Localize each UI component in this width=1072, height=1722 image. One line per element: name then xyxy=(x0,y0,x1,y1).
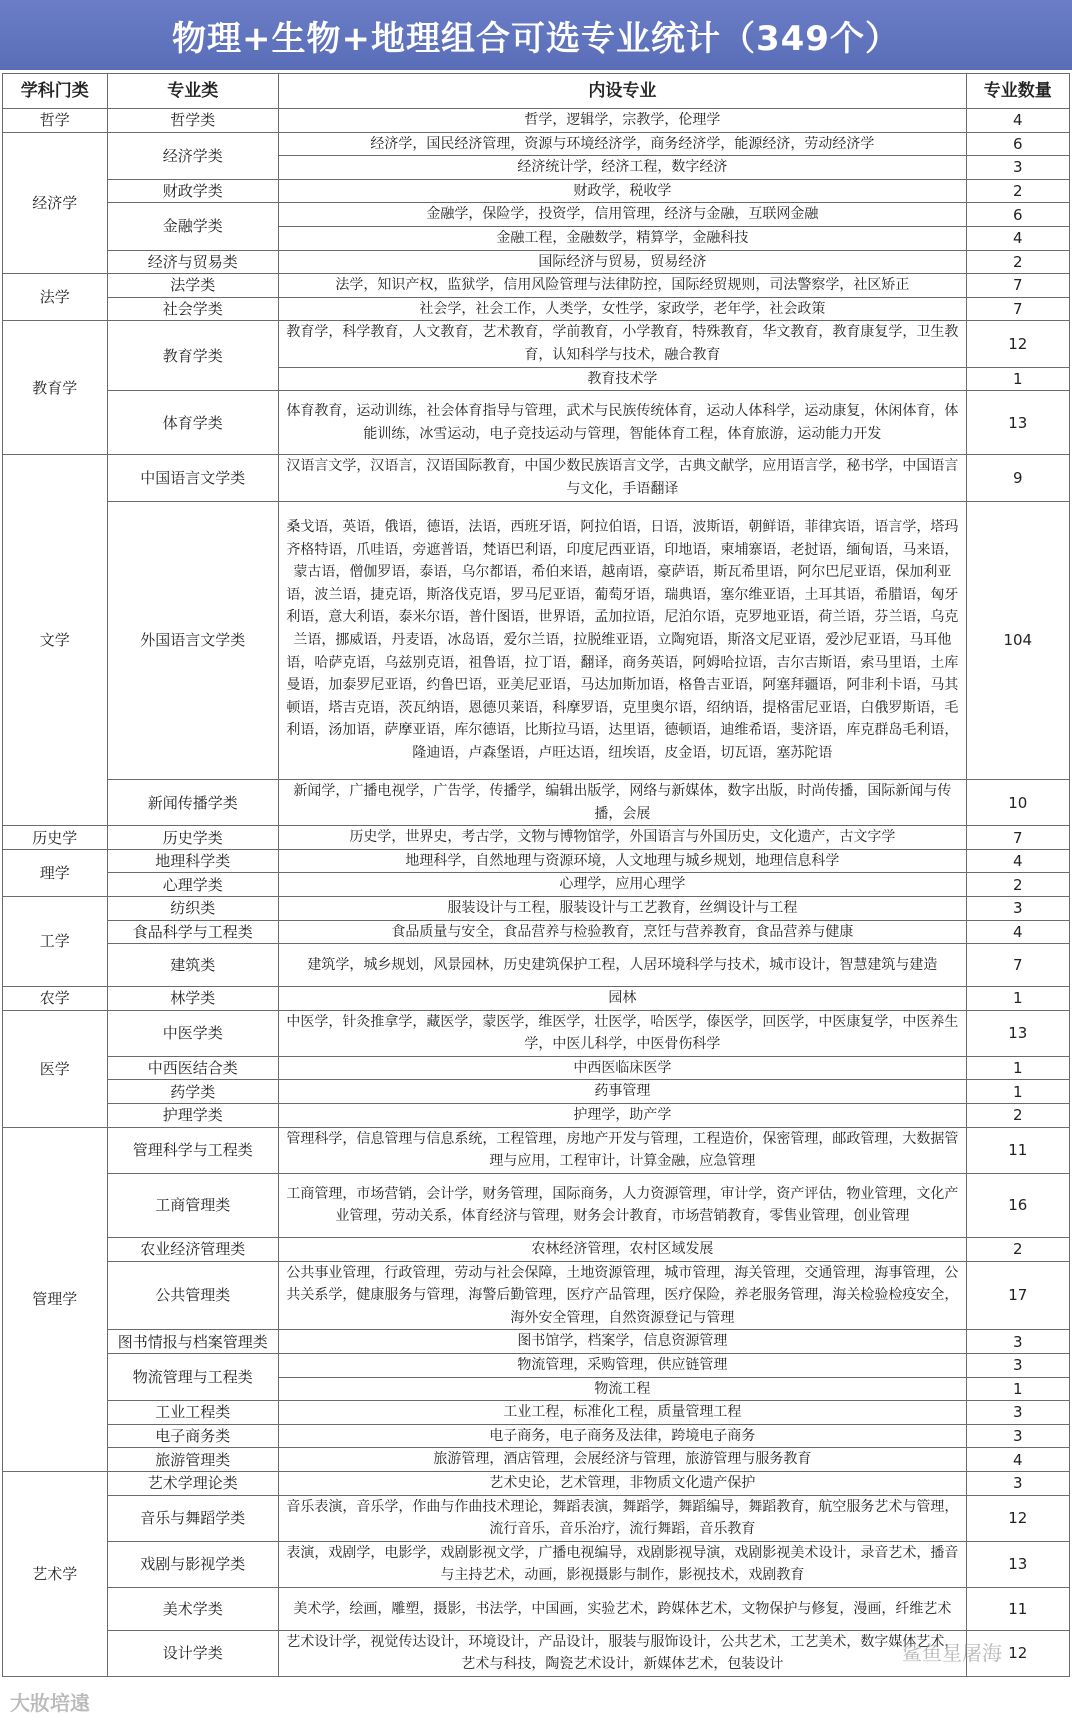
class-cell: 体育学类 xyxy=(107,391,279,455)
majors-cell: 艺术史论，艺术管理，非物质文化遗产保护 xyxy=(279,1471,967,1495)
class-cell: 金融学类 xyxy=(107,203,279,250)
table-row xyxy=(3,203,1070,227)
table-row xyxy=(3,455,1070,501)
class-cell: 历史学类 xyxy=(107,826,279,850)
class-cell: 工业工程类 xyxy=(107,1401,279,1425)
table-row xyxy=(3,1424,1070,1448)
table-row xyxy=(3,1238,1070,1262)
class-cell: 旅游管理类 xyxy=(107,1448,279,1472)
class-cell: 公共管理类 xyxy=(107,1261,279,1330)
class-cell: 林学类 xyxy=(107,987,279,1011)
count-cell: 3 xyxy=(966,896,1069,920)
count-cell: 2 xyxy=(966,1238,1069,1262)
class-cell: 经济学类 xyxy=(107,132,279,179)
majors-cell: 工业工程，标准化工程，质量管理工程 xyxy=(279,1401,967,1425)
table-row xyxy=(3,1587,1070,1630)
table-row xyxy=(3,179,1070,203)
class-cell: 教育学类 xyxy=(107,321,279,391)
majors-cell: 美术学，绘画，雕塑，摄影，书法学，中国画，实验艺术，跨媒体艺术，文物保护与修复，漫画，纤维艺术 xyxy=(279,1587,967,1630)
category-cell: 法学 xyxy=(3,274,108,321)
table-row xyxy=(3,1330,1070,1354)
majors-cell: 哲学，逻辑学，宗教学，伦理学 xyxy=(279,109,967,133)
class-cell: 设计学类 xyxy=(107,1630,279,1676)
table-row xyxy=(3,1103,1070,1127)
class-cell: 中医学类 xyxy=(107,1010,279,1056)
count-cell: 3 xyxy=(966,1330,1069,1354)
table-row xyxy=(3,250,1070,274)
majors-cell: 管理科学，信息管理与信息系统，工程管理，房地产开发与管理，工程造价，保密管理，邮政管理，大数据管理与应用，工程审计，计算金融，应急管理 xyxy=(279,1127,967,1173)
majors-cell: 汉语言文学，汉语言，汉语国际教育，中国少数民族语言文学，古典文献学，应用语言学，秘书学，中国语言与文化，手语翻译 xyxy=(279,455,967,501)
count-cell: 2 xyxy=(966,179,1069,203)
class-cell: 音乐与舞蹈学类 xyxy=(107,1495,279,1541)
category-cell: 哲学 xyxy=(3,109,108,133)
table-row xyxy=(3,944,1070,987)
count-cell: 1 xyxy=(966,1056,1069,1080)
class-cell: 新闻传播学类 xyxy=(107,780,279,826)
class-cell: 药学类 xyxy=(107,1080,279,1104)
table-row xyxy=(3,987,1070,1011)
count-cell: 6 xyxy=(966,132,1069,156)
majors-cell: 地理科学，自然地理与资源环境，人文地理与城乡规划，地理信息科学 xyxy=(279,849,967,873)
table-row xyxy=(3,1127,1070,1173)
count-cell: 3 xyxy=(966,1424,1069,1448)
table-row xyxy=(3,1541,1070,1587)
table-row xyxy=(3,1080,1070,1104)
count-cell: 3 xyxy=(966,1471,1069,1495)
class-cell: 地理科学类 xyxy=(107,849,279,873)
table-row xyxy=(3,826,1070,850)
majors-cell: 经济学，国民经济管理，资源与环境经济学，商务经济学，能源经济，劳动经济学 xyxy=(279,132,967,156)
table-row xyxy=(3,1010,1070,1056)
class-cell: 管理科学与工程类 xyxy=(107,1127,279,1173)
header-count: 专业数量 xyxy=(966,74,1069,109)
table-row xyxy=(3,391,1070,455)
class-cell: 纺织类 xyxy=(107,896,279,920)
count-cell: 1 xyxy=(966,1377,1069,1401)
majors-cell: 经济统计学，经济工程，数字经济 xyxy=(279,156,967,180)
count-cell: 104 xyxy=(966,501,1069,779)
majors-cell: 表演，戏剧学，电影学，戏剧影视文学，广播电视编导，戏剧影视导演，戏剧影视美术设计，录音艺术，播音与主持艺术，动画，影视摄影与制作，影视技术，戏剧教育 xyxy=(279,1541,967,1587)
count-cell: 1 xyxy=(966,1080,1069,1104)
category-cell: 理学 xyxy=(3,849,108,896)
count-cell: 12 xyxy=(966,321,1069,367)
majors-cell: 新闻学，广播电视学，广告学，传播学，编辑出版学，网络与新媒体，数字出版，时尚传播，国际新闻与传播，会展 xyxy=(279,780,967,826)
count-cell: 6 xyxy=(966,203,1069,227)
table-row xyxy=(3,1401,1070,1425)
count-cell: 4 xyxy=(966,920,1069,944)
class-cell: 图书情报与档案管理类 xyxy=(107,1330,279,1354)
table-row xyxy=(3,1495,1070,1541)
majors-cell: 桑戈语，英语，俄语，德语，法语，西班牙语，阿拉伯语，日语，波斯语，朝鲜语，菲律宾语，语言学，塔玛齐格特语，爪哇语，旁遮普语，梵语巴利语，印度尼西亚语，印地语，柬埔寨语，老挝语，缅甸语，马来语，蒙古语，僧伽罗语，泰语，乌尔都语，希伯来语，越南语，豪萨语，斯瓦希里语，阿尔巴尼亚语，保加利亚语，波兰语，捷克语，斯洛伐克语，罗马尼亚语，葡萄牙语，瑞典语，塞尔维亚语，土耳其语，希腊语，匈牙利语，意大利语，泰米尔语，普什图语，世界语，孟加拉语，尼泊尔语，克罗地亚语，荷兰语，芬兰语，乌克兰语，挪威语，丹麦语，冰岛语，爱尔兰语，拉脱维亚语，立陶宛语，斯洛文尼亚语，爱沙尼亚语，马耳他语，哈萨克语，乌兹别克语，祖鲁语，拉丁语，翻译，商务英语，阿姆哈拉语，吉尔吉斯语，索马里语，土库曼语，加泰罗尼亚语，约鲁巴语，亚美尼亚语，马达加斯加语，格鲁吉亚语，阿塞拜疆语，阿非利卡语，马其顿语，塔吉克语，茨瓦纳语，恩德贝莱语，科摩罗语，克里奥尔语，绍纳语，提格雷尼亚语，白俄罗斯语，毛利语，汤加语，萨摩亚语，库尔德语，比斯拉马语，达里语，德顿语，迪维希语，斐济语，库克群岛毛利语，隆迪语，卢森堡语，卢旺达语，纽埃语，皮金语，切瓦语，塞苏陀语 xyxy=(279,501,967,779)
watermark-left-text: 大妝培遠 xyxy=(10,1691,90,1715)
majors-cell: 农林经济管理，农村区域发展 xyxy=(279,1238,967,1262)
class-cell: 财政学类 xyxy=(107,179,279,203)
count-cell: 4 xyxy=(966,226,1069,250)
category-cell: 艺术学 xyxy=(3,1471,108,1676)
majors-cell: 音乐表演，音乐学，作曲与作曲技术理论，舞蹈表演，舞蹈学，舞蹈编导，舞蹈教育，航空服务艺术与管理，流行音乐，音乐治疗，流行舞蹈，音乐教育 xyxy=(279,1495,967,1541)
majors-cell: 图书馆学，档案学，信息资源管理 xyxy=(279,1330,967,1354)
count-cell: 2 xyxy=(966,873,1069,897)
category-cell: 管理学 xyxy=(3,1127,108,1471)
majors-cell: 国际经济与贸易，贸易经济 xyxy=(279,250,967,274)
table-row xyxy=(3,780,1070,826)
count-cell: 4 xyxy=(966,109,1069,133)
count-cell: 2 xyxy=(966,1103,1069,1127)
table-row xyxy=(3,1173,1070,1237)
count-cell: 3 xyxy=(966,156,1069,180)
count-cell: 2 xyxy=(966,250,1069,274)
count-cell: 7 xyxy=(966,826,1069,850)
class-cell: 戏剧与影视学类 xyxy=(107,1541,279,1587)
majors-cell: 工商管理，市场营销，会计学，财务管理，国际商务，人力资源管理，审计学，资产评估，物业管理，文化产业管理，劳动关系，体育经济与管理，财务会计教育，市场营销教育，零售业管理，创业管理 xyxy=(279,1173,967,1237)
header-majors: 内设专业 xyxy=(279,74,967,109)
class-cell: 农业经济管理类 xyxy=(107,1238,279,1262)
category-cell: 历史学 xyxy=(3,826,108,850)
table-row xyxy=(3,1630,1070,1676)
majors-cell: 教育技术学 xyxy=(279,367,967,391)
count-cell: 7 xyxy=(966,274,1069,298)
majors-table xyxy=(2,73,1070,1677)
table-row xyxy=(3,501,1070,779)
class-cell: 护理学类 xyxy=(107,1103,279,1127)
majors-cell: 金融工程，金融数学，精算学，金融科技 xyxy=(279,226,967,250)
table-row xyxy=(3,109,1070,133)
majors-cell: 建筑学，城乡规划，风景园林，历史建筑保护工程，人居环境科学与技术，城市设计，智慧建筑与建造 xyxy=(279,944,967,987)
category-cell: 文学 xyxy=(3,455,108,826)
majors-cell: 药事管理 xyxy=(279,1080,967,1104)
count-cell: 3 xyxy=(966,1353,1069,1377)
count-cell: 4 xyxy=(966,1448,1069,1472)
class-cell: 心理学类 xyxy=(107,873,279,897)
category-cell: 医学 xyxy=(3,1010,108,1127)
majors-cell: 体育教育，运动训练，社会体育指导与管理，武术与民族传统体育，运动人体科学，运动康复，休闲体育，体能训练，冰雪运动，电子竞技运动与管理，智能体育工程，体育旅游，运动能力开发 xyxy=(279,391,967,455)
table-row xyxy=(3,896,1070,920)
majors-cell: 中医学，针灸推拿学，藏医学，蒙医学，维医学，壮医学，哈医学，傣医学，回医学，中医康复学，中医养生学，中医儿科学，中医骨伤科学 xyxy=(279,1010,967,1056)
page-title: 物理+生物+地理组合可选专业统计（349个） xyxy=(172,18,900,59)
class-cell: 社会学类 xyxy=(107,297,279,321)
table-row xyxy=(3,1448,1070,1472)
table-row xyxy=(3,873,1070,897)
count-cell: 12 xyxy=(966,1495,1069,1541)
category-cell: 教育学 xyxy=(3,321,108,455)
table-row xyxy=(3,132,1070,156)
majors-cell: 中西医临床医学 xyxy=(279,1056,967,1080)
class-cell: 哲学类 xyxy=(107,109,279,133)
count-cell: 12 xyxy=(966,1630,1069,1676)
count-cell: 11 xyxy=(966,1587,1069,1630)
watermark-right-text: 鲨鱼星屠海 xyxy=(902,1641,1002,1665)
class-cell: 中西医结合类 xyxy=(107,1056,279,1080)
count-cell: 1 xyxy=(966,367,1069,391)
count-cell: 3 xyxy=(966,1401,1069,1425)
table-row xyxy=(3,297,1070,321)
majors-cell: 金融学，保险学，投资学，信用管理，经济与金融，互联网金融 xyxy=(279,203,967,227)
count-cell: 7 xyxy=(966,297,1069,321)
majors-cell: 教育学，科学教育，人文教育，艺术教育，学前教育，小学教育，特殊教育，华文教育，教育康复学，卫生教育，认知科学与技术，融合教育 xyxy=(279,321,967,367)
count-cell: 13 xyxy=(966,1010,1069,1056)
count-cell: 1 xyxy=(966,987,1069,1011)
majors-cell: 旅游管理，酒店管理，会展经济与管理，旅游管理与服务教育 xyxy=(279,1448,967,1472)
count-cell: 10 xyxy=(966,780,1069,826)
majors-cell: 法学，知识产权，监狱学，信用风险管理与法律防控，国际经贸规则，司法警察学，社区矫正 xyxy=(279,274,967,298)
class-cell: 物流管理与工程类 xyxy=(107,1353,279,1400)
class-cell: 美术学类 xyxy=(107,1587,279,1630)
class-cell: 工商管理类 xyxy=(107,1173,279,1237)
category-cell: 农学 xyxy=(3,987,108,1011)
majors-cell: 历史学，世界史，考古学，文物与博物馆学，外国语言与外国历史，文化遗产，古文字学 xyxy=(279,826,967,850)
count-cell: 9 xyxy=(966,455,1069,501)
class-cell: 中国语言文学类 xyxy=(107,455,279,501)
majors-cell: 食品质量与安全，食品营养与检验教育，烹饪与营养教育，食品营养与健康 xyxy=(279,920,967,944)
category-cell: 工学 xyxy=(3,896,108,986)
count-cell: 13 xyxy=(966,391,1069,455)
class-cell: 艺术学理论类 xyxy=(107,1471,279,1495)
count-cell: 4 xyxy=(966,849,1069,873)
count-cell: 17 xyxy=(966,1261,1069,1330)
table-row xyxy=(3,321,1070,367)
count-cell: 13 xyxy=(966,1541,1069,1587)
majors-cell: 物流工程 xyxy=(279,1377,967,1401)
table-row xyxy=(3,1056,1070,1080)
majors-cell: 园林 xyxy=(279,987,967,1011)
table-body xyxy=(3,109,1070,1677)
title-bar xyxy=(0,0,1072,70)
class-cell: 法学类 xyxy=(107,274,279,298)
header-class: 专业类 xyxy=(107,74,279,109)
majors-cell: 财政学，税收学 xyxy=(279,179,967,203)
count-cell: 16 xyxy=(966,1173,1069,1237)
count-cell: 11 xyxy=(966,1127,1069,1173)
count-cell: 7 xyxy=(966,944,1069,987)
majors-cell: 服装设计与工程，服装设计与工艺教育，丝绸设计与工程 xyxy=(279,896,967,920)
majors-cell: 公共事业管理，行政管理，劳动与社会保障，土地资源管理，城市管理，海关管理，交通管理，海事管理，公共关系学，健康服务与管理，海警后勤管理，医疗产品管理，医疗保险，养老服务管理，海关检验检疫安全，海外安全管理，自然资源登记与管理 xyxy=(279,1261,967,1330)
table-row xyxy=(3,1261,1070,1330)
class-cell: 经济与贸易类 xyxy=(107,250,279,274)
class-cell: 外国语言文学类 xyxy=(107,501,279,779)
class-cell: 食品科学与工程类 xyxy=(107,920,279,944)
table-row xyxy=(3,274,1070,298)
header-category: 学科门类 xyxy=(3,74,108,109)
table-row xyxy=(3,1471,1070,1495)
majors-cell: 心理学，应用心理学 xyxy=(279,873,967,897)
majors-cell: 艺术设计学，视觉传达设计，环境设计，产品设计，服装与服饰设计，公共艺术，工艺美术，数字媒体艺术，艺术与科技，陶瓷艺术设计，新媒体艺术，包装设计 xyxy=(279,1630,967,1676)
class-cell: 电子商务类 xyxy=(107,1424,279,1448)
table-row xyxy=(3,849,1070,873)
table-row xyxy=(3,920,1070,944)
majors-cell: 社会学，社会工作，人类学，女性学，家政学，老年学，社会政策 xyxy=(279,297,967,321)
majors-cell: 物流管理，采购管理，供应链管理 xyxy=(279,1353,967,1377)
table-header-row xyxy=(3,74,1070,109)
category-cell: 经济学 xyxy=(3,132,108,274)
majors-cell: 电子商务，电子商务及法律，跨境电子商务 xyxy=(279,1424,967,1448)
majors-cell: 护理学，助产学 xyxy=(279,1103,967,1127)
table-row xyxy=(3,1353,1070,1377)
class-cell: 建筑类 xyxy=(107,944,279,987)
